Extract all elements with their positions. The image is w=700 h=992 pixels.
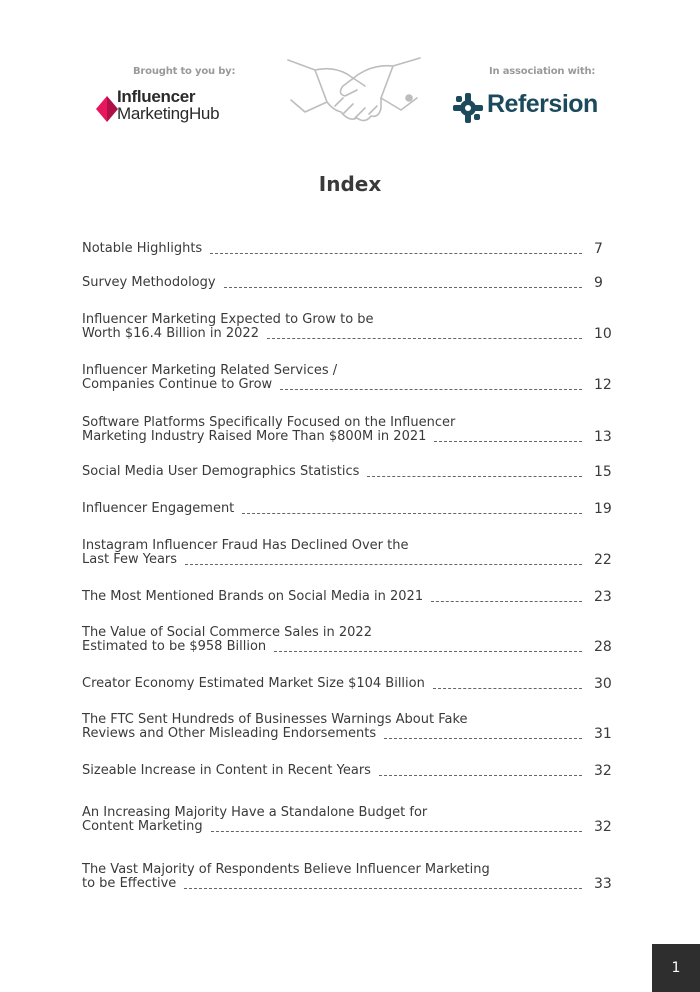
index-entry[interactable] bbox=[82, 539, 612, 567]
entry-title: Survey Methodology bbox=[82, 275, 216, 290]
association-label: In association with: bbox=[489, 66, 596, 77]
entry-title-line2: to be Effective bbox=[82, 876, 177, 891]
refersion-logo bbox=[452, 92, 622, 124]
influencer-marketing-hub-logo bbox=[96, 88, 266, 128]
entry-title-line1: The FTC Sent Hundreds of Businesses Warnings About Fake bbox=[82, 712, 468, 727]
entry-page: 13 bbox=[594, 429, 612, 445]
dot-leader bbox=[184, 887, 582, 889]
page-title: Index bbox=[318, 172, 382, 196]
entry-title-line1: Influencer Marketing Expected to Grow to be bbox=[82, 312, 374, 327]
dot-leader bbox=[384, 737, 582, 739]
index-entry[interactable] bbox=[82, 806, 612, 834]
entry-title: The Most Mentioned Brands on Social Media in 2021 bbox=[82, 589, 424, 604]
entry-title: Notable Highlights bbox=[82, 241, 203, 256]
entry-page: 28 bbox=[594, 639, 612, 655]
index-entry[interactable] bbox=[82, 313, 612, 341]
index-entry[interactable] bbox=[82, 764, 612, 778]
dot-leader bbox=[280, 388, 582, 390]
index-entry[interactable] bbox=[82, 502, 612, 516]
entry-title-line2: Last Few Years bbox=[82, 552, 178, 567]
entry-page: 22 bbox=[594, 552, 612, 568]
dot-leader bbox=[274, 650, 582, 652]
entry-title-line1: An Increasing Majority Have a Standalone Budget for bbox=[82, 805, 428, 820]
dot-leader bbox=[434, 440, 582, 442]
entry-title-line1: The Value of Social Commerce Sales in 2022 bbox=[82, 625, 372, 640]
dot-leader bbox=[431, 600, 582, 602]
entry-page: 32 bbox=[594, 819, 612, 835]
index-entry[interactable] bbox=[82, 590, 612, 604]
index-entry[interactable] bbox=[82, 276, 612, 290]
entry-page: 12 bbox=[594, 377, 612, 393]
entry-page: 31 bbox=[594, 726, 612, 742]
entry-title: Social Media User Demographics Statistics bbox=[82, 464, 360, 479]
entry-title: Sizeable Increase in Content in Recent Years bbox=[82, 763, 371, 778]
imh-logo-line2: MarketingHub bbox=[117, 104, 220, 123]
index-entry[interactable] bbox=[82, 677, 612, 691]
index-entry[interactable] bbox=[82, 416, 612, 444]
entry-title-line2: Worth $16.4 Billion in 2022 bbox=[82, 326, 259, 341]
entry-title-line2: Companies Continue to Grow bbox=[82, 377, 273, 392]
entry-title-line1: Influencer Marketing Related Services / bbox=[82, 363, 338, 378]
entry-title-line2: Marketing Industry Raised More Than $800M in 2021 bbox=[82, 429, 427, 444]
handshake-icon bbox=[285, 52, 425, 132]
entry-page: 32 bbox=[594, 763, 612, 779]
entry-title: Creator Economy Estimated Market Size $104 Billion bbox=[82, 676, 425, 691]
entry-page: 23 bbox=[594, 589, 612, 605]
entry-title-line1: Software Platforms Specifically Focused on the Influencer bbox=[82, 415, 456, 430]
index-entry[interactable] bbox=[82, 364, 612, 392]
entry-title-line1: The Vast Majority of Respondents Believe Influencer Marketing bbox=[82, 862, 490, 877]
entry-title-line2: Content Marketing bbox=[82, 819, 203, 834]
entry-page: 9 bbox=[594, 275, 603, 291]
refersion-logo-icon bbox=[452, 92, 484, 124]
index-entry[interactable] bbox=[82, 863, 612, 891]
dot-leader bbox=[211, 830, 582, 832]
dot-leader bbox=[433, 687, 582, 689]
dot-leader bbox=[367, 475, 582, 477]
index-entry[interactable] bbox=[82, 626, 612, 654]
entry-title-line2: Reviews and Other Misleading Endorsements bbox=[82, 726, 377, 741]
entry-page: 15 bbox=[594, 464, 612, 480]
dot-leader bbox=[242, 512, 582, 514]
entry-title-line1: Instagram Influencer Fraud Has Declined Over the bbox=[82, 538, 409, 553]
entry-title: Influencer Engagement bbox=[82, 501, 235, 516]
entry-page: 10 bbox=[594, 326, 612, 342]
brought-by-label: Brought to you by: bbox=[133, 66, 236, 77]
report-header bbox=[0, 52, 700, 142]
dot-leader bbox=[224, 286, 582, 288]
imh-logo-line1: Influencer bbox=[117, 87, 196, 106]
entry-page: 30 bbox=[594, 676, 612, 692]
page-number-badge: 1 bbox=[652, 944, 700, 992]
entry-page: 7 bbox=[594, 241, 603, 257]
entry-page: 19 bbox=[594, 501, 612, 517]
imh-logo-icon bbox=[96, 92, 118, 126]
dot-leader bbox=[267, 337, 582, 339]
index-entry[interactable] bbox=[82, 465, 612, 479]
entry-title-line2: Estimated to be $958 Billion bbox=[82, 639, 267, 654]
dot-leader bbox=[185, 563, 582, 565]
dot-leader bbox=[210, 252, 582, 254]
dot-leader bbox=[379, 774, 582, 776]
refersion-wordmark: Refersion bbox=[487, 90, 598, 118]
index-entry[interactable] bbox=[82, 242, 612, 256]
entry-page: 33 bbox=[594, 876, 612, 892]
index-entry[interactable] bbox=[82, 713, 612, 741]
